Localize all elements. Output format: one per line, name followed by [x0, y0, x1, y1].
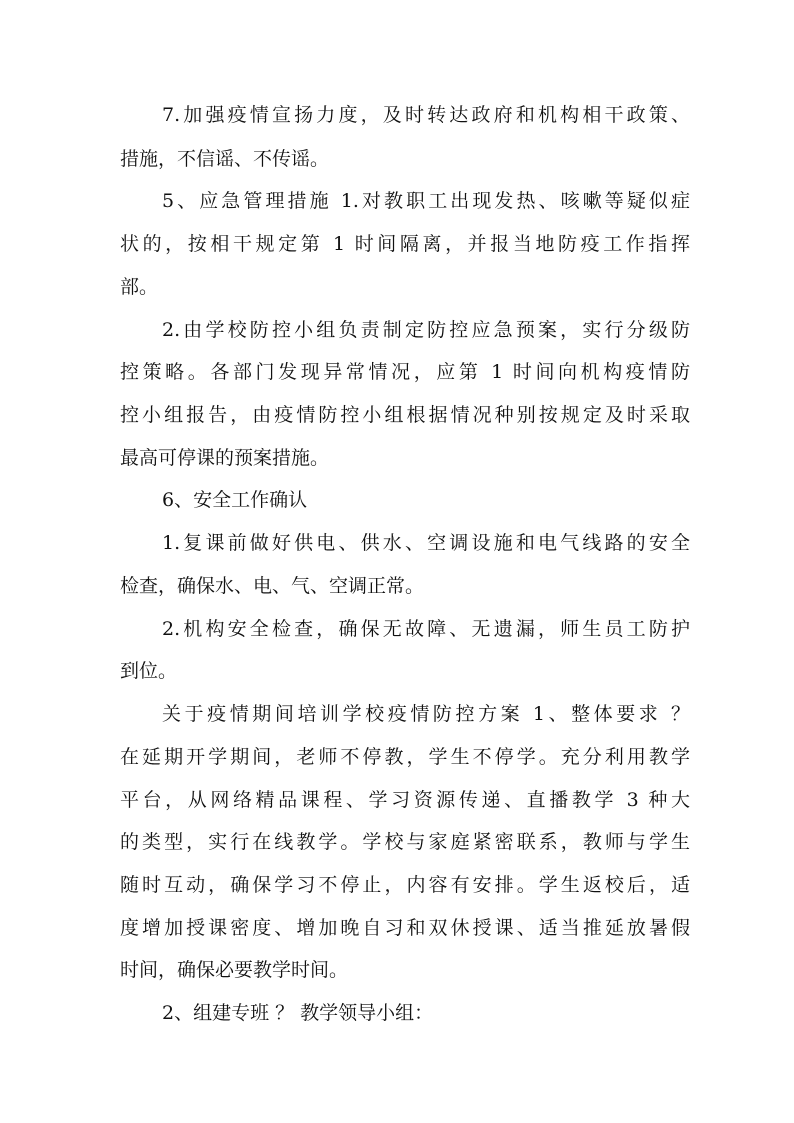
paragraph-line: 最高可停课的预案措施。 [120, 447, 330, 469]
paragraph-line: 5、应急管理措施 1.对教职工出现发热、咳嗽等疑似症 [162, 190, 690, 212]
paragraph-line: 平台，从网络精品课程、学习资源传递、直播教学 3 种大 [120, 789, 690, 811]
paragraph-line: 7.加强疫情宣扬力度，及时转达政府和机构相干政策、 [162, 104, 690, 126]
paragraph-line: 时间，确保必要教学时间。 [120, 959, 349, 981]
paragraph-line: 度增加授课密度、增加晚自习和双休授课、适当推延放暑假 [120, 917, 690, 939]
paragraph-line: 2.由学校防控小组负责制定防控应急预案，实行分级防 [162, 319, 690, 341]
paragraph-line: 关于疫情期间培训学校疫情防控方案 1、整体要求 ？ [162, 703, 690, 725]
paragraph-line: 状的，按相干规定第 1 时间隔离，并报当地防疫工作指挥 [120, 233, 690, 255]
paragraph-line: 2.机构安全检查，确保无故障、无遗漏，师生员工防护 [162, 618, 690, 640]
paragraph-line: 部。 [120, 276, 159, 298]
section-heading: 2、组建专班 ？ 教学领导小组： [162, 1002, 434, 1024]
paragraph-line: 控策略。各部门发现异常情况，应第 1 时间向机构疫情防 [120, 361, 690, 383]
paragraph-line: 到位。 [120, 660, 178, 682]
paragraph-line: 控小组报告，由疫情防控小组根据情况种别按规定及时采取 [120, 404, 690, 426]
paragraph-line: 在延期开学期间，老师不停教，学生不停学。充分利用教学 [120, 746, 690, 768]
paragraph-line: 的类型，实行在线教学。学校与家庭紧密联系，教师与学生 [120, 831, 690, 853]
paragraph-line: 措施，不信谣、不传谣。 [120, 148, 330, 170]
paragraph-line: 检查，确保水、电、气、空调正常。 [120, 575, 425, 597]
paragraph-line: 1.复课前做好供电、供水、空调设施和电气线路的安全 [162, 532, 690, 554]
paragraph-line: 随时互动，确保学习不停止，内容有安排。学生返校后，适 [120, 874, 690, 896]
section-heading: 6、安全工作确认 [162, 489, 308, 511]
